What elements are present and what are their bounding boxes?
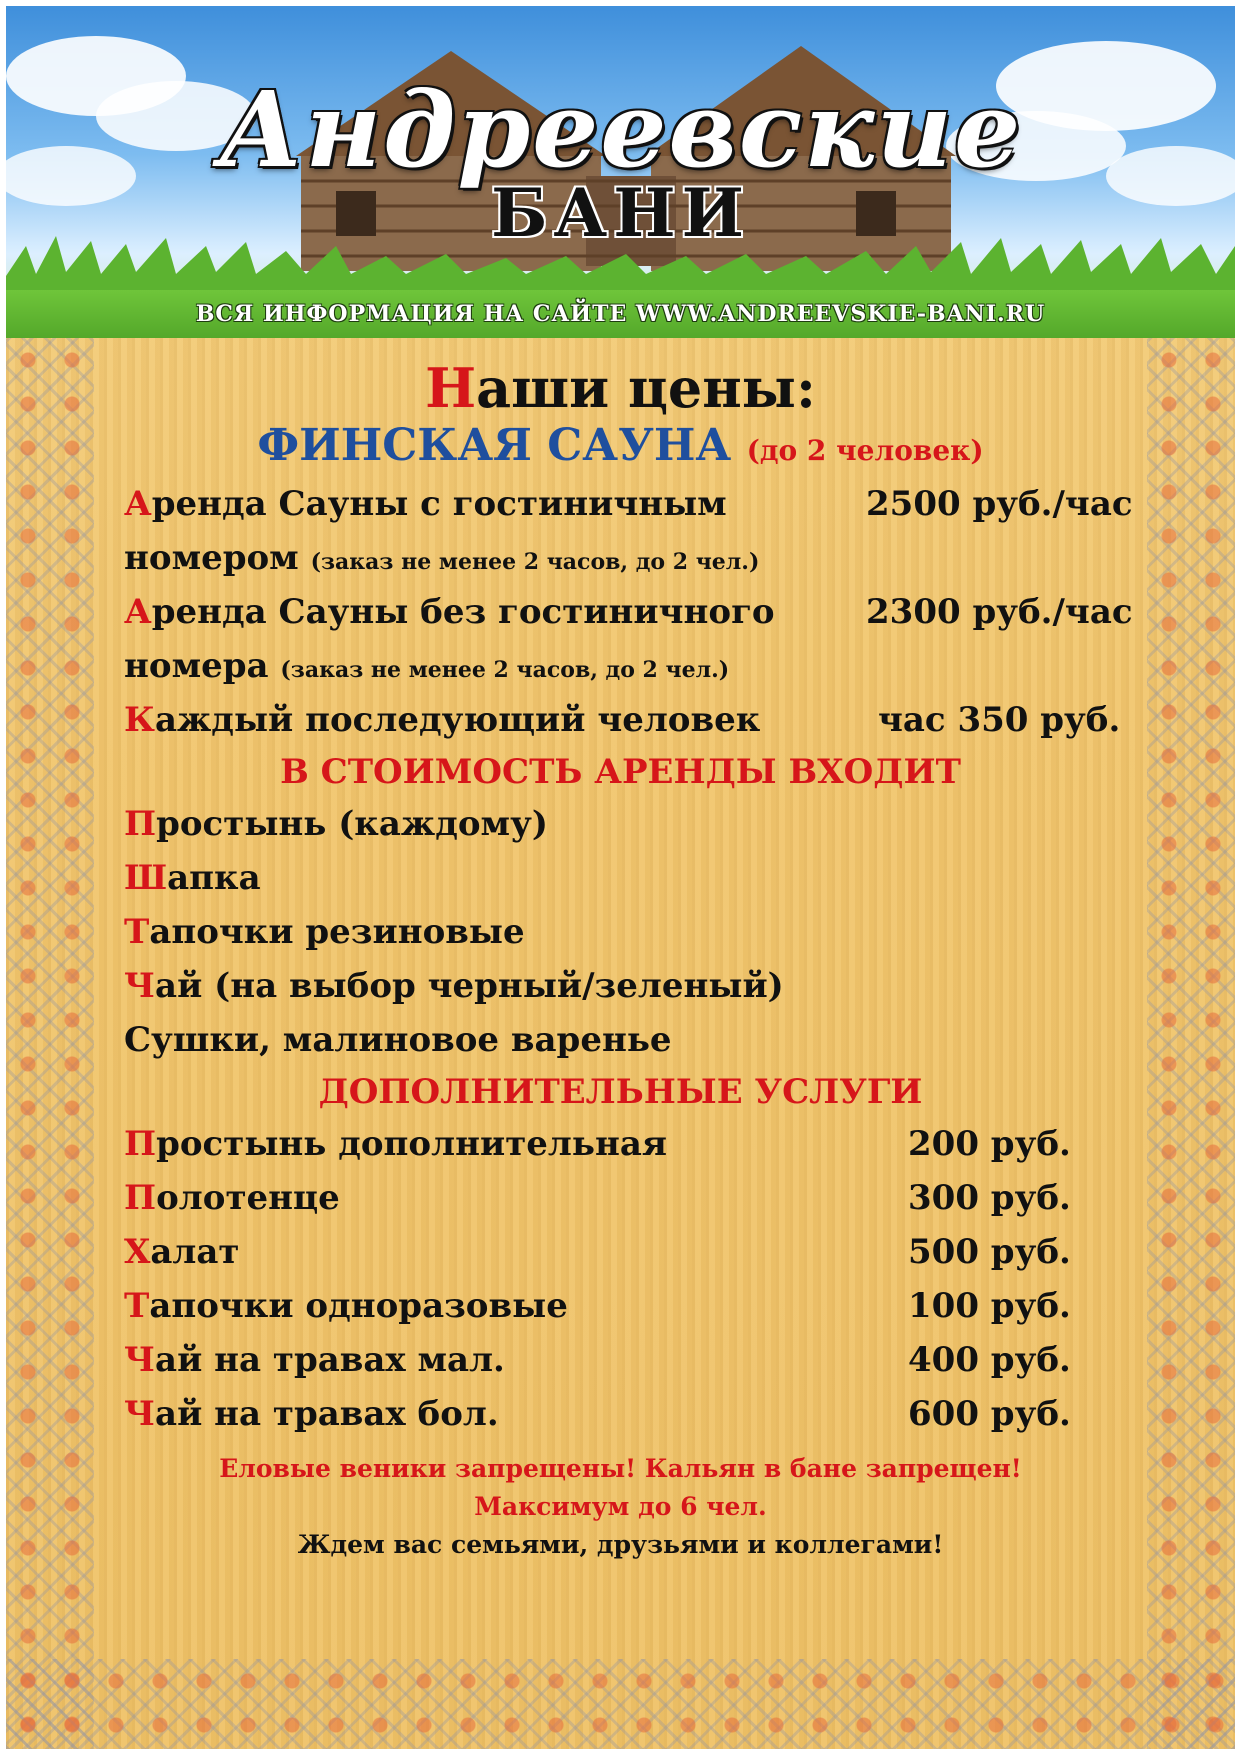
extra-item-label: ай на травах мал. <box>155 1340 505 1380</box>
prices-heading-text: аши цены: <box>476 356 816 420</box>
brand-title: Андреевские <box>218 68 1023 191</box>
extra-item <box>124 1340 1124 1388</box>
extra-item-label: олотенце <box>156 1178 340 1218</box>
price-poster <box>6 6 1235 1749</box>
extra-item-cap: Ч <box>124 1394 156 1434</box>
extra-item-label: ай на травах бол. <box>155 1394 499 1434</box>
rental-row <box>124 484 1133 532</box>
rental-row-note: (заказ не менее 2 часов, до 2 чел.) <box>280 657 730 683</box>
extra-item-price: 100 руб. <box>908 1286 1071 1326</box>
extra-item <box>124 1124 1124 1172</box>
warning-line: Еловые веники запрещены! Кальян в бане запрещен! <box>219 1454 1022 1483</box>
rental-row <box>124 646 1124 694</box>
included-item <box>124 912 1124 960</box>
rental-row <box>124 700 1124 748</box>
included-item-label: ростынь (каждому) <box>156 804 548 844</box>
included-item-label: ай (на выбор черный/зеленый) <box>155 966 784 1006</box>
prices-heading-cap: Н <box>425 356 477 420</box>
rental-row-note: (заказ не менее 2 часов, до 2 чел.) <box>310 549 760 575</box>
rental-row-cap: К <box>124 700 155 740</box>
extra-item-label: ростынь дополнительная <box>156 1124 667 1164</box>
extra-item-label: алат <box>150 1232 240 1272</box>
extra-item-price: 300 руб. <box>908 1178 1071 1218</box>
welcome-line: Ждем вас семьями, друзьями и коллегами! <box>297 1530 944 1559</box>
extra-heading: ДОПОЛНИТЕЛЬНЫЕ УСЛУГИ <box>318 1072 923 1112</box>
extra-item-cap: Х <box>124 1232 151 1272</box>
rental-row-label: ренда Сауны с гостиничным <box>151 484 727 524</box>
extra-item <box>124 1178 1124 1226</box>
extra-item-cap: Ч <box>124 1340 156 1380</box>
prices-heading <box>6 356 1235 420</box>
extra-item <box>124 1394 1124 1442</box>
included-item-cap: Т <box>124 912 150 952</box>
extra-item <box>124 1286 1124 1334</box>
rental-row-cap: А <box>124 484 152 524</box>
sauna-section-note: (до 2 человек) <box>746 434 984 467</box>
rental-row-label: номера <box>124 646 269 686</box>
included-item-cap: П <box>124 804 157 844</box>
included-item <box>124 966 1124 1014</box>
extra-item-cap: Т <box>124 1286 150 1326</box>
price-content <box>6 6 1235 1749</box>
extra-item-price: 200 руб. <box>908 1124 1071 1164</box>
rental-row-cap: А <box>124 592 152 632</box>
extra-item-cap: П <box>124 1124 157 1164</box>
max-people-line: Максимум до 6 чел. <box>474 1492 767 1521</box>
included-heading: В СТОИМОСТЬ АРЕНДЫ ВХОДИТ <box>280 752 961 792</box>
rental-row <box>124 592 1133 640</box>
site-info-bar: ВСЯ ИНФОРМАЦИЯ НА САЙТЕ WWW.ANDREEVSKIE-BANI.RU <box>6 290 1235 338</box>
extra-item-price: 600 руб. <box>908 1394 1071 1434</box>
included-item <box>124 804 1124 852</box>
extra-item-price: 500 руб. <box>908 1232 1071 1272</box>
sauna-section-heading <box>6 420 1235 471</box>
included-item-label: апочки резиновые <box>149 912 525 952</box>
extra-item-price: 400 руб. <box>908 1340 1071 1380</box>
rental-row-label: номером <box>124 538 299 578</box>
included-item <box>124 858 1124 906</box>
rental-row <box>124 538 1124 586</box>
brand-subtitle: БАНИ <box>491 174 750 252</box>
extra-item-label: апочки одноразовые <box>149 1286 568 1326</box>
rental-row-label: ренда Сауны без гостиничного <box>151 592 775 632</box>
sauna-section-title: ФИНСКАЯ САУНА <box>257 420 732 471</box>
extra-item <box>124 1232 1124 1280</box>
included-item-cap: Ч <box>124 966 156 1006</box>
rental-row-label: аждый последующий человек <box>154 700 761 740</box>
rental-row-price: 2500 руб./час <box>866 484 1133 524</box>
included-item-cap: Ш <box>124 858 168 898</box>
included-item-label: Сушки, малиновое варенье <box>124 1020 672 1060</box>
included-item <box>124 1020 1124 1068</box>
included-item-label: апка <box>167 858 261 898</box>
rental-row-price: 2300 руб./час <box>866 592 1133 632</box>
rental-row-price: час 350 руб. <box>878 700 1121 740</box>
extra-item-cap: П <box>124 1178 157 1218</box>
